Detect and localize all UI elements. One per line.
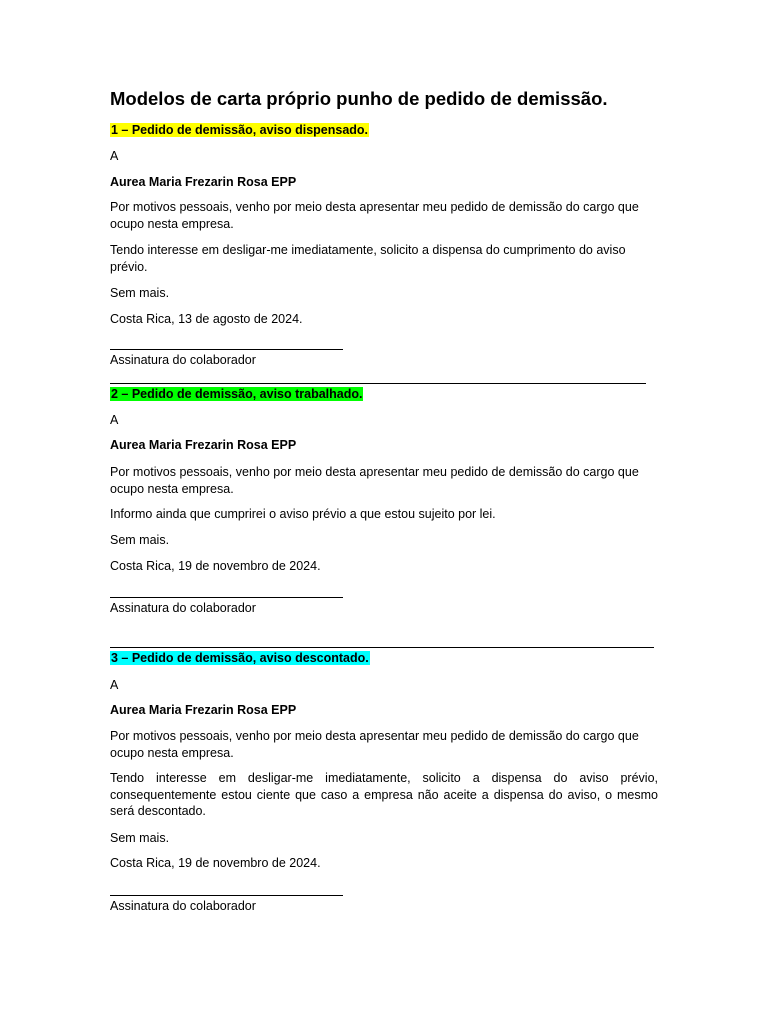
section-3-date: Costa Rica, 19 de novembro de 2024. <box>110 856 321 870</box>
section-1-closing: Sem mais. <box>110 286 170 300</box>
section-3-paragraph-1: Por motivos pessoais, venho por meio desta apresentar meu pedido de demissão do cargo que ocupo nesta empresa. <box>110 729 639 760</box>
section-2-heading-row <box>110 386 363 403</box>
section-1-signature-label: Assinatura do colaborador <box>110 353 256 367</box>
section-2-company: Aurea Maria Frezarin Rosa EPP <box>110 438 297 452</box>
section-1-date: Costa Rica, 13 de agosto de 2024. <box>110 312 303 326</box>
section-1-heading: 1 – Pedido de demissão, aviso dispensado. <box>111 123 369 137</box>
section-1-paragraph-1: Por motivos pessoais, venho por meio desta apresentar meu pedido de demissão do cargo que ocupo nesta empresa. <box>110 200 639 231</box>
section-2-signature-label: Assinatura do colaborador <box>110 601 256 615</box>
section-2-closing: Sem mais. <box>110 533 170 547</box>
section-3-company: Aurea Maria Frezarin Rosa EPP <box>110 703 297 717</box>
section-3-closing: Sem mais. <box>110 831 170 845</box>
section-2-heading: 2 – Pedido de demissão, aviso trabalhado. <box>111 387 363 401</box>
section-1-paragraph-2: Tendo interesse em desligar-me imediatamente, solicito a dispensa do cumprimento do aviso prévio. <box>110 243 626 274</box>
section-2-paragraph-2: Informo ainda que cumprirei o aviso prévio a que estou sujeito por lei. <box>110 507 496 521</box>
section-2-to: A <box>110 413 119 427</box>
section-1-to: A <box>110 149 119 163</box>
section-1-company: Aurea Maria Frezarin Rosa EPP <box>110 175 297 189</box>
page-title: Modelos de carta próprio punho de pedido de demissão. <box>110 88 608 109</box>
section-2-date: Costa Rica, 19 de novembro de 2024. <box>110 559 321 573</box>
section-3-heading: 3 – Pedido de demissão, aviso descontado. <box>111 651 369 665</box>
section-3-signature-label: Assinatura do colaborador <box>110 899 256 913</box>
section-separator-1 <box>110 383 646 384</box>
section-1-signature-line <box>110 349 343 350</box>
section-3-paragraph-2: Tendo interesse em desligar-me imediatamente, solicito a dispensa do aviso prévio, consequentemente estou ciente que caso a empresa não aceite a dispensa do aviso, o mesmo será descontado. <box>110 771 658 818</box>
section-1-heading-row <box>110 122 369 139</box>
section-2-signature-line <box>110 597 343 598</box>
section-2-paragraph-1: Por motivos pessoais, venho por meio desta apresentar meu pedido de demissão do cargo que ocupo nesta empresa. <box>110 465 639 496</box>
section-separator-2 <box>110 647 654 648</box>
section-3-to: A <box>110 678 119 692</box>
section-3-signature-line <box>110 895 343 896</box>
section-3-heading-row <box>110 650 370 667</box>
